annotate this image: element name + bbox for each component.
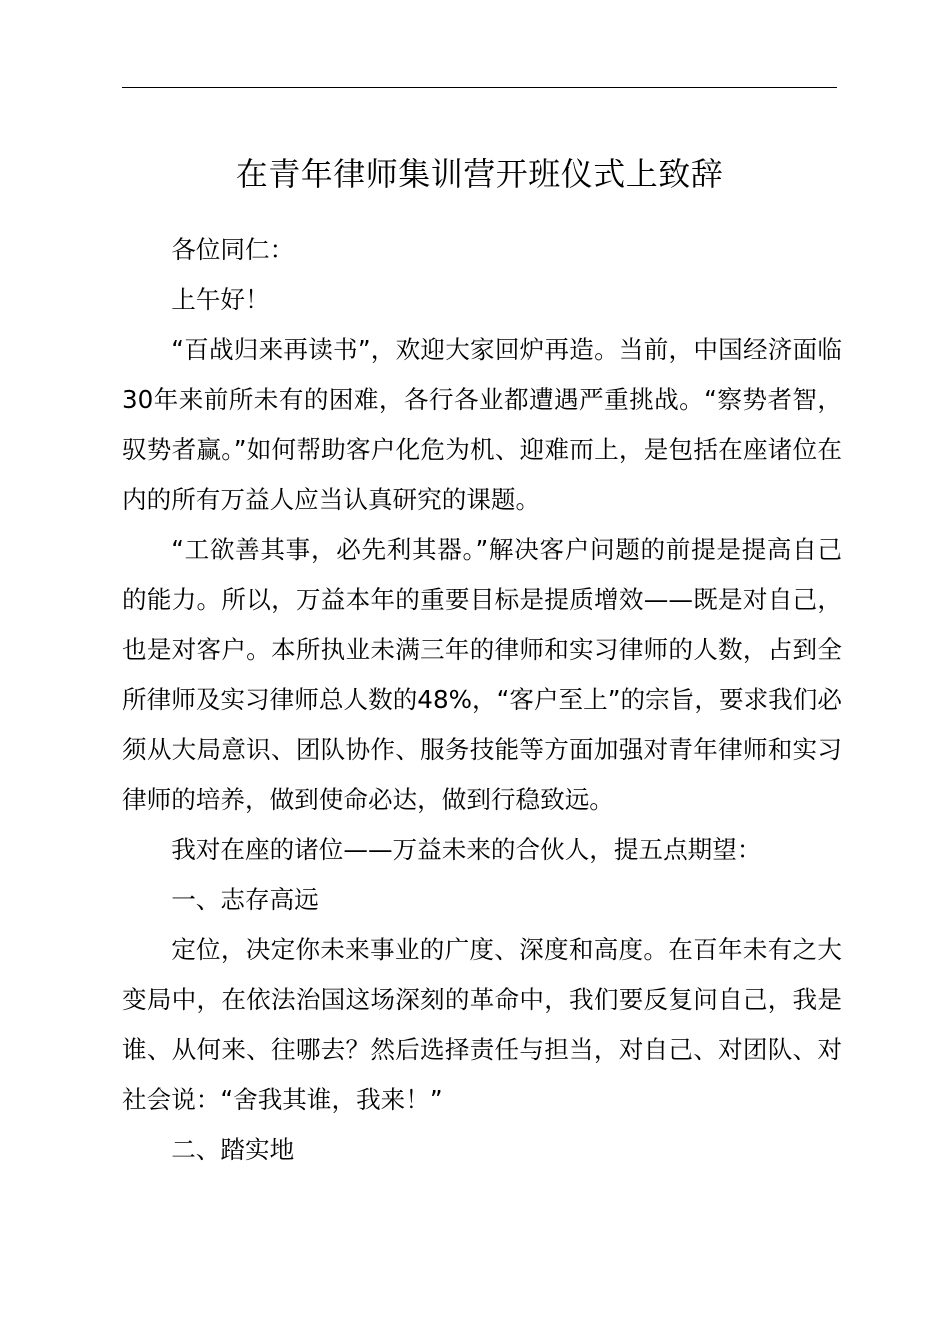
section-heading: 二、踏实地 <box>171 1135 295 1164</box>
section-heading: 一、志存高远 <box>171 885 319 914</box>
salutation: 各位同仁： <box>171 235 295 264</box>
paragraph: 定位，决定你未来事业的广度、深度和高度。在百年未有之大变局中，在依法治国这场深刻的革命中，我们要反复问自己，我是谁、从何来、往哪去？然后选择责任与担当，对自己、对团队、对社会说：“舍我其谁，我来！” <box>122 935 842 1114</box>
header-rule <box>122 87 837 88</box>
greeting: 上午好！ <box>171 285 270 314</box>
paragraph: “百战归来再读书”，欢迎大家回炉再造。当前，中国经济面临30年来前所未有的困难，各行各业都遭遇严重挑战。“察势者智，驭势者赢。”如何帮助客户化危为机、迎难而上，是包括在座诸位在内的所有万益人应当认真研究的课题。 <box>122 335 842 514</box>
document-title: 在青年律师集训营开班仪式上致辞 <box>235 155 724 193</box>
document-body <box>122 225 842 1175</box>
paragraph: “工欲善其事，必先利其器。”解决客户问题的前提是提高自己的能力。所以，万益本年的重要目标是提质增效——既是对自己，也是对客户。本所执业未满三年的律师和实习律师的人数，占到全所律师及实习律师总人数的48%，“客户至上”的宗旨，要求我们必须从大局意识、团队协作、服务技能等方面加强对青年律师和实习律师的培养，做到使命必达，做到行稳致远。 <box>122 535 842 814</box>
paragraph: 我对在座的诸位——万益未来的合伙人，提五点期望： <box>171 835 762 864</box>
